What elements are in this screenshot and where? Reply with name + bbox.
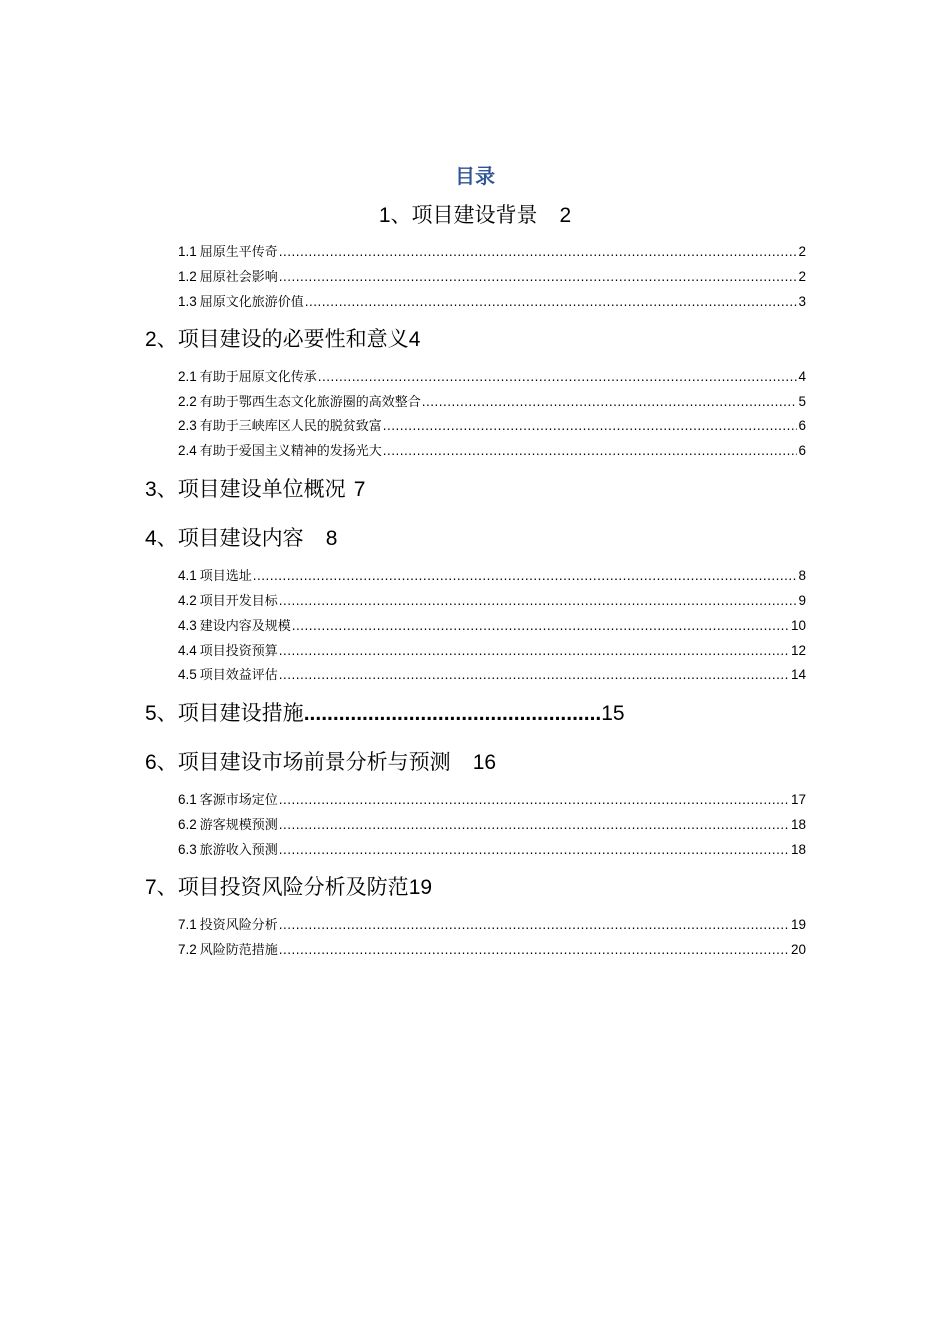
dot-leader xyxy=(279,940,790,960)
section-page: 15 xyxy=(601,702,625,725)
toc-section-7[interactable] xyxy=(145,873,805,902)
dot-leader xyxy=(279,665,790,685)
toc-entry-7-2[interactable] xyxy=(178,940,806,960)
entry-text: 投资风险分析 xyxy=(199,918,278,933)
entry-page: 2 xyxy=(798,269,806,284)
section-leader: ................................................... xyxy=(303,702,602,725)
toc-entry-6-3[interactable] xyxy=(178,840,806,860)
entry-page: 20 xyxy=(790,942,806,957)
entry-number: 4.1 xyxy=(178,568,197,583)
toc-section-4[interactable] xyxy=(145,524,805,553)
section-page: 19 xyxy=(408,876,433,899)
entry-number: 6.2 xyxy=(178,817,197,832)
toc-entry-2-1[interactable] xyxy=(178,367,806,387)
toc-entry-4-2[interactable] xyxy=(178,591,806,611)
entry-page: 2 xyxy=(798,244,806,259)
entry-text: 有助于爱国主义精神的发扬光大 xyxy=(199,444,382,459)
entry-text: 项目开发目标 xyxy=(199,594,278,609)
entry-page: 19 xyxy=(790,917,806,932)
entry-number: 4.2 xyxy=(178,593,197,608)
toc-entry-1-3[interactable] xyxy=(178,292,806,312)
entry-number: 4.5 xyxy=(178,667,197,682)
dot-leader xyxy=(318,367,798,387)
entry-text: 屈原生平传奇 xyxy=(199,245,278,260)
entry-page: 12 xyxy=(790,643,806,658)
section-number: 5、 xyxy=(145,702,178,725)
entry-text: 项目选址 xyxy=(199,569,252,584)
entry-text: 屈原社会影响 xyxy=(199,270,278,285)
toc-section-5[interactable] xyxy=(145,699,805,728)
entry-number: 2.3 xyxy=(178,418,197,433)
entry-text: 客源市场定位 xyxy=(199,793,278,808)
entry-page: 10 xyxy=(790,618,806,633)
entry-page: 6 xyxy=(798,418,806,433)
toc-entry-6-1[interactable] xyxy=(178,790,806,810)
entry-page: 18 xyxy=(790,842,806,857)
toc-section-2[interactable] xyxy=(145,325,805,354)
toc-entry-7-1[interactable] xyxy=(178,915,806,935)
dot-leader xyxy=(279,267,798,287)
entry-text: 项目效益评估 xyxy=(199,668,278,683)
section-number: 6、 xyxy=(145,751,178,774)
toc-title: 目录 xyxy=(455,164,495,188)
section-title: 项目建设内容 xyxy=(177,526,304,550)
entry-page: 18 xyxy=(790,817,806,832)
entry-text: 旅游收入预测 xyxy=(199,843,278,858)
toc-entry-1-1[interactable] xyxy=(178,242,806,262)
toc-entry-2-4[interactable] xyxy=(178,441,806,461)
toc-entry-4-4[interactable] xyxy=(178,641,806,661)
dot-leader xyxy=(279,641,790,661)
entry-page: 9 xyxy=(798,593,806,608)
dot-leader xyxy=(292,616,790,636)
entry-page: 3 xyxy=(798,294,806,309)
entry-number: 1.1 xyxy=(178,244,197,259)
section-number: 3、 xyxy=(145,478,178,501)
entry-text: 游客规模预测 xyxy=(199,818,278,833)
toc-section-6[interactable] xyxy=(145,748,805,777)
section-title: 项目投资风险分析及防范 xyxy=(177,875,409,899)
toc-entry-4-1[interactable] xyxy=(178,566,806,586)
entry-page: 6 xyxy=(798,443,806,458)
entry-number: 4.4 xyxy=(178,643,197,658)
section-title: 项目建设措施 xyxy=(177,701,304,725)
section-page: 4 xyxy=(408,328,421,351)
section-title: 项目建设单位概况 xyxy=(177,477,346,501)
entry-page: 5 xyxy=(798,394,806,409)
toc-entry-4-3[interactable] xyxy=(178,616,806,636)
section-number: 7、 xyxy=(145,876,178,899)
dot-leader xyxy=(279,591,798,611)
entry-number: 6.1 xyxy=(178,792,197,807)
section-page: 8 xyxy=(325,527,338,550)
entry-number: 2.2 xyxy=(178,394,197,409)
dot-leader xyxy=(279,790,790,810)
toc-entry-2-2[interactable] xyxy=(178,392,806,412)
section-page: 7 xyxy=(353,478,366,501)
entry-number: 7.1 xyxy=(178,917,197,932)
dot-leader xyxy=(279,840,790,860)
entry-number: 1.2 xyxy=(178,269,197,284)
dot-leader xyxy=(383,441,798,461)
entry-page: 14 xyxy=(790,667,806,682)
toc-entry-2-3[interactable] xyxy=(178,416,806,436)
dot-leader xyxy=(279,915,790,935)
entry-number: 1.3 xyxy=(178,294,197,309)
dot-leader xyxy=(422,392,798,412)
section-title: 项目建设的必要性和意义 xyxy=(177,327,409,351)
entry-text: 建设内容及规模 xyxy=(199,619,291,634)
entry-text: 屈原文化旅游价值 xyxy=(199,295,304,310)
entry-number: 6.3 xyxy=(178,842,197,857)
entry-text: 有助于鄂西生态文化旅游圈的高效整合 xyxy=(199,395,421,410)
section-number: 1、 xyxy=(378,204,412,227)
section-number: 2、 xyxy=(145,328,178,351)
toc-entry-4-5[interactable] xyxy=(178,665,806,685)
toc-entry-1-2[interactable] xyxy=(178,267,806,287)
entry-text: 有助于三峡库区人民的脱贫致富 xyxy=(199,419,382,434)
entry-text: 项目投资预算 xyxy=(199,644,278,659)
entry-number: 7.2 xyxy=(178,942,197,957)
section-number: 4、 xyxy=(145,527,178,550)
toc-section-3[interactable] xyxy=(145,475,805,504)
dot-leader xyxy=(253,566,798,586)
section-title: 项目建设市场前景分析与预测 xyxy=(177,750,451,774)
toc-entry-6-2[interactable] xyxy=(178,815,806,835)
dot-leader xyxy=(305,292,798,312)
toc-section-1[interactable] xyxy=(0,201,950,230)
entry-text: 风险防范措施 xyxy=(199,943,278,958)
entry-page: 4 xyxy=(798,369,806,384)
dot-leader xyxy=(279,242,798,262)
section-page: 16 xyxy=(472,751,497,774)
entry-page: 8 xyxy=(798,568,806,583)
entry-number: 2.1 xyxy=(178,369,197,384)
entry-text: 有助于屈原文化传承 xyxy=(199,370,317,385)
entry-number: 4.3 xyxy=(178,618,197,633)
section-title: 项目建设背景 xyxy=(411,203,538,227)
entry-number: 2.4 xyxy=(178,443,197,458)
section-page: 2 xyxy=(559,204,572,227)
dot-leader xyxy=(383,416,798,436)
dot-leader xyxy=(279,815,790,835)
entry-page: 17 xyxy=(790,792,806,807)
